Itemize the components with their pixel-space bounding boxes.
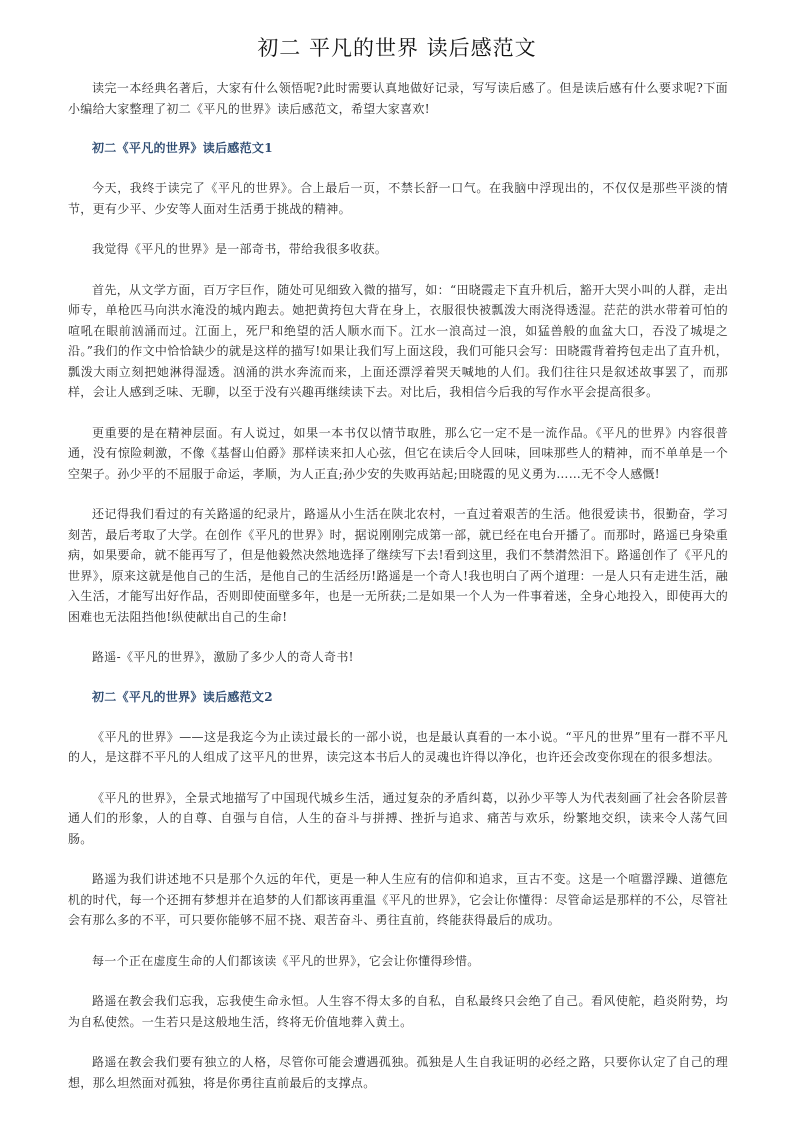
paragraph: 我觉得《平凡的世界》是一部奇书，带给我很多收获。 — [92, 242, 388, 256]
section-heading-1: 初二《平凡的世界》读后感范文1 — [92, 141, 273, 155]
intro-paragraph: 读完一本经典名著后，大家有什么领悟呢?此时需要认真地做好记录，写写读后感了。但是读后感有什么要求呢?下面小编给大家整理了初二《平凡的世界》读后感范文，希望大家喜欢! — [68, 81, 728, 116]
section-heading-2: 初二《平凡的世界》读后感范文2 — [92, 689, 273, 704]
paragraph: 今天，我终于读完了《平凡的世界》。合上最后一页，不禁长舒一口气。在我脑中浮现出的，不仅仅是那些平淡的情节，更有少平、少安等人面对生活勇于挑战的精神。 — [68, 181, 728, 216]
paragraph: 路遥在教会我们要有独立的人格，尽管你可能会遭遇孤独。孤独是人生自我证明的必经之路，只要你认定了自己的理想，那么坦然面对孤独，将是你勇往直前最后的支撑点。 — [68, 1055, 728, 1090]
paragraph: 路遥在教会我们忘我，忘我使生命永恒。人生容不得太多的自私，自私最终只会绝了自己。看风使舵，趋炎附势，均为自私使然。一生若只是这般地生活，终将无价值地葬入黄土。 — [68, 994, 728, 1029]
page-title: 初二 平凡的世界 读后感范文 — [257, 36, 537, 60]
paragraph: 还记得我们看过的有关路遥的纪录片，路遥从小生活在陕北农村，一直过着艰苦的生活。他很爱读书，很勤奋，学习刻苦，最后考取了大学。在创作《平凡的世界》时，据说刚刚完成第一部，就已经在电台开播了。而那时，路遥已身染重病，如果要命，就不能再写了，但是他毅然决然地选择了继续写下去!看到这里，我们不禁潸然泪下。路遥创作了《平凡的世界》，原来这就是他自己的生活，是他自己的生活经历!路遥是一个奇人!我也明白了两个道理：一是人只有走进生活，融入生活，才能写出好作品，否则即使面壁多年，也是一无所获;二是如果一个人为一件事着迷，全身心地投入，即使再大的困难也无法阻挡他!纵使献出自己的生命! — [68, 507, 728, 624]
article-body — [68, 78, 728, 1113]
paragraph: 路遥-《平凡的世界》，激励了多少人的奇人奇书! — [92, 650, 354, 664]
paragraph: 更重要的是在精神层面。有人说过，如果一本书仅以情节取胜，那么它一定不是一流作品。《平凡的世界》内容很普通，没有惊险刺激，不像《基督山伯爵》那样读来扣人心弦，但它在读后令人回味，回味那些人的精神，而不单单是一个空架子。孙少平的不屈服于命运，孝顺，为人正直;孙少安的失败再站起;田晓霞的见义勇为……无不令人感慨! — [68, 425, 728, 481]
paragraph: 《平凡的世界》，全景式地描写了中国现代城乡生活，通过复杂的矛盾纠葛，以孙少平等人为代表刻画了社会各阶层普通人们的形象，人的自尊、自强与自信，人生的奋斗与拼搏、挫折与追求、痛苦与欢乐，纷繁地交织，读来令人荡气回肠。 — [68, 790, 728, 846]
paragraph: 《平凡的世界》——这是我迄今为止读过最长的一部小说，也是最认真看的一本小说。“平凡的世界”里有一群不平凡的人，是这群不平凡的人组成了这平凡的世界，读完这本书后人的灵魂也许得以净化，也许还会改变你现在的很多想法。 — [68, 729, 728, 764]
paragraph: 路遥为我们讲述地不只是那个久远的年代，更是一种人生应有的信仰和追求，亘古不变。这是一个喧嚣浮躁、道德危机的时代，每一个还拥有梦想并在追梦的人们都该再重温《平凡的世界》，它会让你懂得：尽管命运是那样的不公，尽管社会有那么多的不平，可只要你能够不屈不挠、艰苦奋斗、勇往直前，终能获得最后的成功。 — [68, 872, 728, 927]
paragraph: 每一个正在虚度生命的人们都该读《平凡的世界》，它会让你懂得珍惜。 — [92, 953, 480, 968]
paragraph: 首先，从文学方面，百万字巨作，随处可见细致入微的描写，如：“田晓霞走下直升机后，豁开大哭小叫的人群，走出师专，单枪匹马向洪水淹没的城内跑去。她把黄挎包大背在身上，衣服很快被瓢泼大雨浇得透湿。茫茫的洪水带着可怕的喧吼在眼前汹涌而过。江面上，死尸和绝望的活人顺水而下。江水一浪高过一浪，如猛兽般的血盆大口，吞没了城堤之沿。”我们的作文中恰恰缺少的就是这样的描写!如果让我们写上面这段，我们可能只会写：田晓霞背着挎包走出了直升机，瓢泼大雨立刻把她淋得湿透。汹涌的洪水奔流而来，上面还漂浮着哭天喊地的人们。我们往往只是叙述故事罢了，而那样，会让人感到乏味、无聊，以至于没有兴趣再继续读下去。对比后，我相信今后我的写作水平会提高很多。 — [68, 282, 728, 399]
